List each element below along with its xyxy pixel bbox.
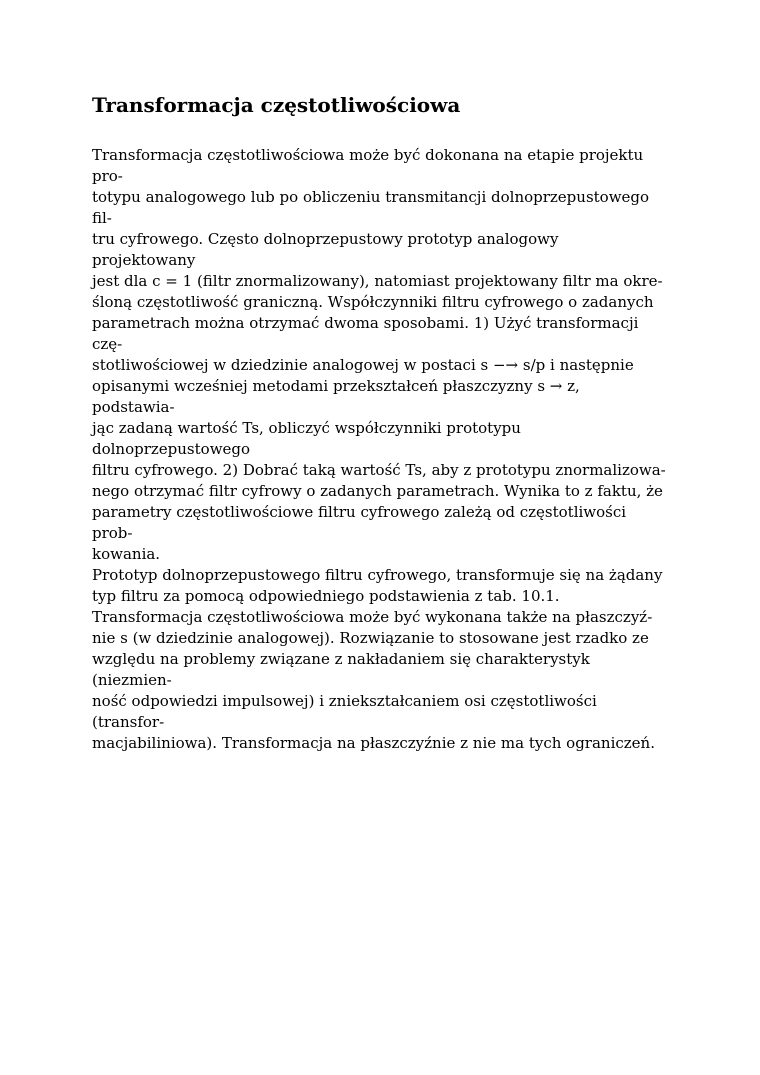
- body-line: względu na problemy związane z nakładaniem się charakterystyk: [92, 650, 590, 668]
- body-line: typ filtru za pomocą odpowiedniego podstawienia z tab. 10.1.: [92, 587, 560, 605]
- body-line: tru cyfrowego. Często dolnoprzepustowy prototyp analogowy: [92, 230, 559, 248]
- body-line: czę-: [92, 335, 123, 353]
- body-line: filtru cyfrowego. 2) Dobrać taką wartość Ts, aby z prototypu znormalizowa-: [92, 461, 666, 479]
- body-line: śloną częstotliwość graniczną. Współczynniki filtru cyfrowego o zadanych: [92, 293, 654, 311]
- body-line: Transformacja częstotliwościowa może być wykonana także na płaszczyź-: [92, 608, 653, 626]
- body-line: macjabiliniowa). Transformacja na płaszczyźnie z nie ma tych ograniczeń.: [92, 734, 655, 752]
- body-line: projektowany: [92, 251, 196, 269]
- body-line: Prototyp dolnoprzepustowego filtru cyfrowego, transformuje się na żądany: [92, 566, 663, 584]
- body-line: parametry częstotliwościowe filtru cyfrowego zależą od częstotliwości: [92, 503, 627, 521]
- body-line: parametrach można otrzymać dwoma sposobami. 1) Użyć transformacji: [92, 314, 639, 332]
- body-line: jest dla c = 1 (filtr znormalizowany), natomiast projektowany filtr ma okre-: [92, 272, 663, 290]
- body-line: (transfor-: [92, 713, 165, 731]
- body-line: opisanymi wcześniej metodami przekształceń płaszczyzny s → z,: [92, 377, 580, 395]
- body-line: Transformacja częstotliwościowa może być dokonana na etapie projektu: [92, 146, 644, 164]
- body-line: podstawia-: [92, 398, 175, 416]
- document-title: Transformacja częstotliwościowa: [92, 93, 461, 117]
- body-line: jąc zadaną wartość Ts, obliczyć współczynniki prototypu: [92, 419, 521, 437]
- body-line: kowania.: [92, 545, 161, 563]
- body-line: ność odpowiedzi impulsowej) i zniekształcaniem osi częstotliwości: [92, 692, 597, 710]
- body-line: dolnoprzepustowego: [92, 440, 251, 458]
- body-line: (niezmien-: [92, 671, 172, 689]
- body-line: nie s (w dziedzinie analogowej). Rozwiązanie to stosowane jest rzadko ze: [92, 629, 649, 647]
- body-line: prob-: [92, 524, 133, 542]
- document-body: [92, 145, 682, 754]
- body-line: fil-: [92, 209, 112, 227]
- body-line: nego otrzymać filtr cyfrowy o zadanych parametrach. Wynika to z faktu, że: [92, 482, 663, 500]
- body-line: totypu analogowego lub po obliczeniu transmitancji dolnoprzepustowego: [92, 188, 650, 206]
- body-line: pro-: [92, 167, 123, 185]
- body-line: stotliwościowej w dziedzinie analogowej w postaci s −→ s/p i następnie: [92, 356, 634, 374]
